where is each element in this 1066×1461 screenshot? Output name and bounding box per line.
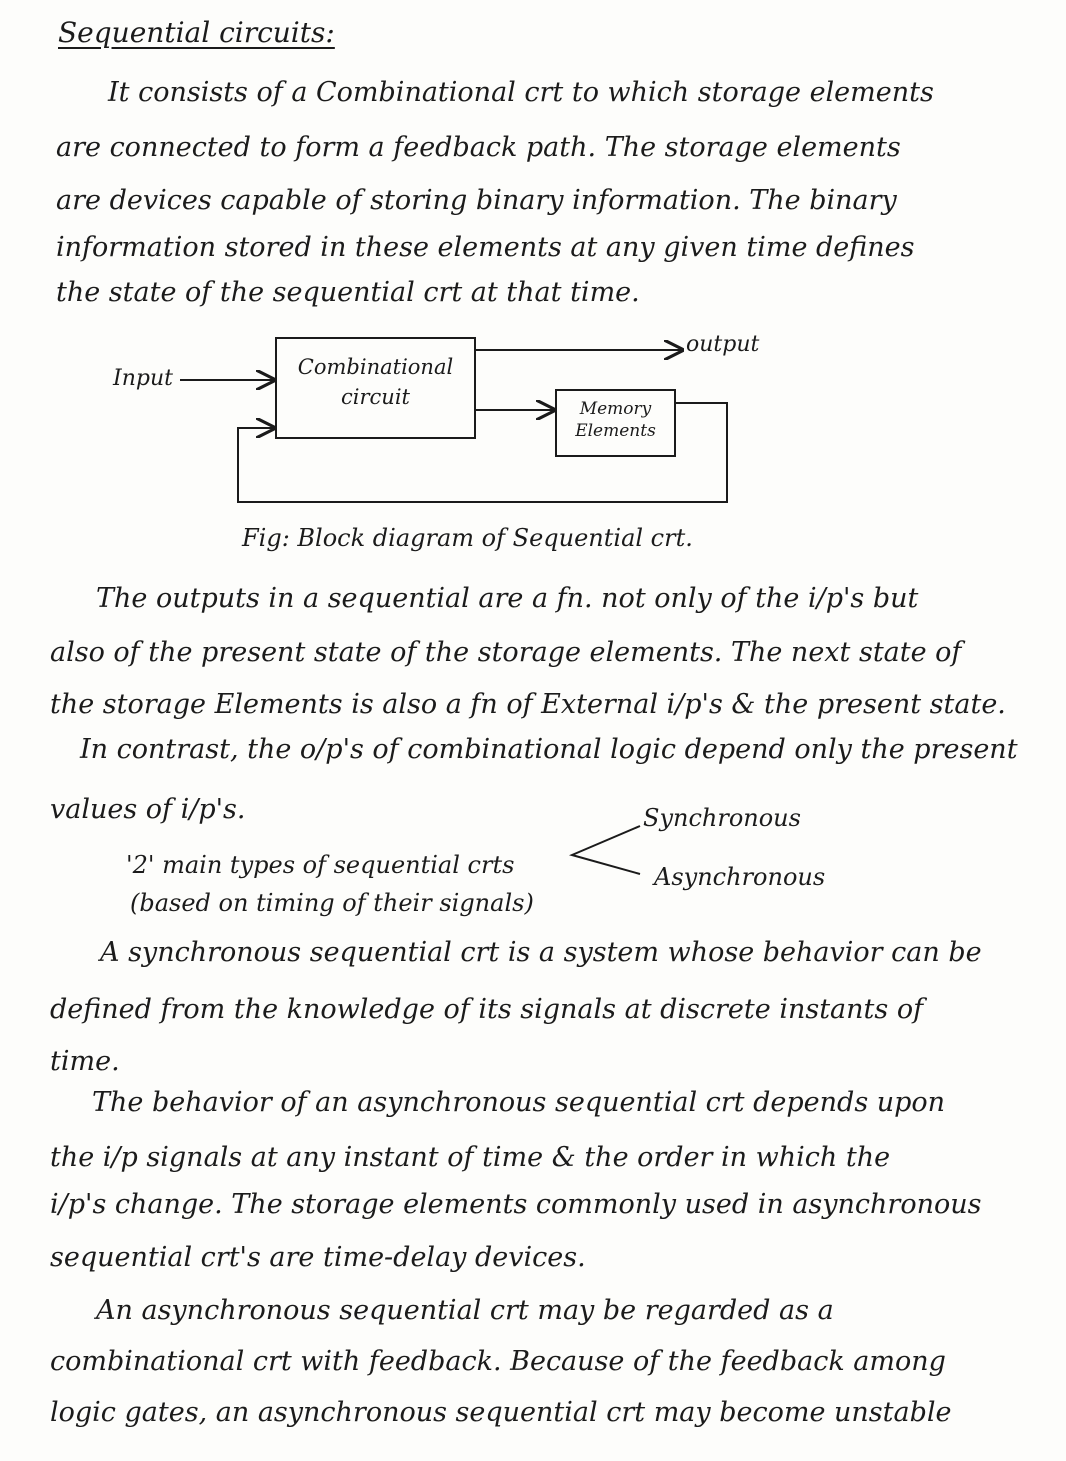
paragraph1-line-2: are connected to form a feedback path. The storage elements xyxy=(56,132,901,163)
paragraph5-line-2: combinational crt with feedback. Because of the feedback among xyxy=(50,1346,946,1377)
memory-box-line-1: Memory xyxy=(579,399,652,419)
paragraph2-line-3: the storage Elements is also a fn of External i/p's & the present state. xyxy=(50,689,1006,720)
type-asynchronous: Asynchronous xyxy=(654,863,826,891)
paragraph1-line-1: It consists of a Combinational crt to which storage elements xyxy=(108,77,934,108)
paragraph4-line-3: i/p's change. The storage elements commonly used in asynchronous xyxy=(50,1189,982,1220)
paragraph2-line-2: also of the present state of the storage elements. The next state of xyxy=(50,637,962,668)
combinational-box-label xyxy=(278,352,473,412)
paragraph2-line-1: The outputs in a sequential are a fn. not only of the i/p's but xyxy=(96,583,919,614)
paragraph5-line-1: An asynchronous sequential crt may be regarded as a xyxy=(96,1295,834,1326)
paragraph2-line-5: values of i/p's. xyxy=(50,794,246,825)
paragraph1-line-5: the state of the sequential crt at that time. xyxy=(56,277,640,308)
paragraph4-line-2: the i/p signals at any instant of time & the order in which the xyxy=(50,1142,891,1173)
page-heading: Sequential circuits: xyxy=(58,16,335,49)
combinational-box-line-1: Combinational xyxy=(297,355,454,379)
memory-box-line-2: Elements xyxy=(575,421,656,441)
input-label: Input xyxy=(113,366,173,391)
paragraph1-line-3: are devices capable of storing binary information. The binary xyxy=(56,185,897,216)
paragraph4-line-1: The behavior of an asynchronous sequential crt depends upon xyxy=(92,1087,946,1118)
types-line-2: (based on timing of their signals) xyxy=(130,889,534,917)
output-label: output xyxy=(686,332,760,357)
memory-box-label xyxy=(558,398,673,442)
combinational-box-line-2: circuit xyxy=(341,385,410,409)
paragraph3-line-1: A synchronous sequential crt is a system whose behavior can be xyxy=(100,937,982,968)
types-branch-lines xyxy=(572,826,640,874)
paragraph5-line-3: logic gates, an asynchronous sequential crt may become unstable xyxy=(50,1397,952,1428)
paragraph3-line-2: defined from the knowledge of its signals at discrete instants of xyxy=(50,994,924,1025)
types-line-1: '2' main types of sequential crts xyxy=(126,851,515,879)
paragraph3-line-3: time. xyxy=(50,1046,120,1077)
figure-caption: Fig: Block diagram of Sequential crt. xyxy=(242,524,693,552)
paragraph1-line-4: information stored in these elements at any given time defines xyxy=(56,232,915,263)
paragraph2-line-4: In contrast, the o/p's of combinational logic depend only the present xyxy=(80,734,1018,765)
type-synchronous: Synchronous xyxy=(643,804,801,832)
paragraph4-line-4: sequential crt's are time-delay devices. xyxy=(50,1242,586,1273)
